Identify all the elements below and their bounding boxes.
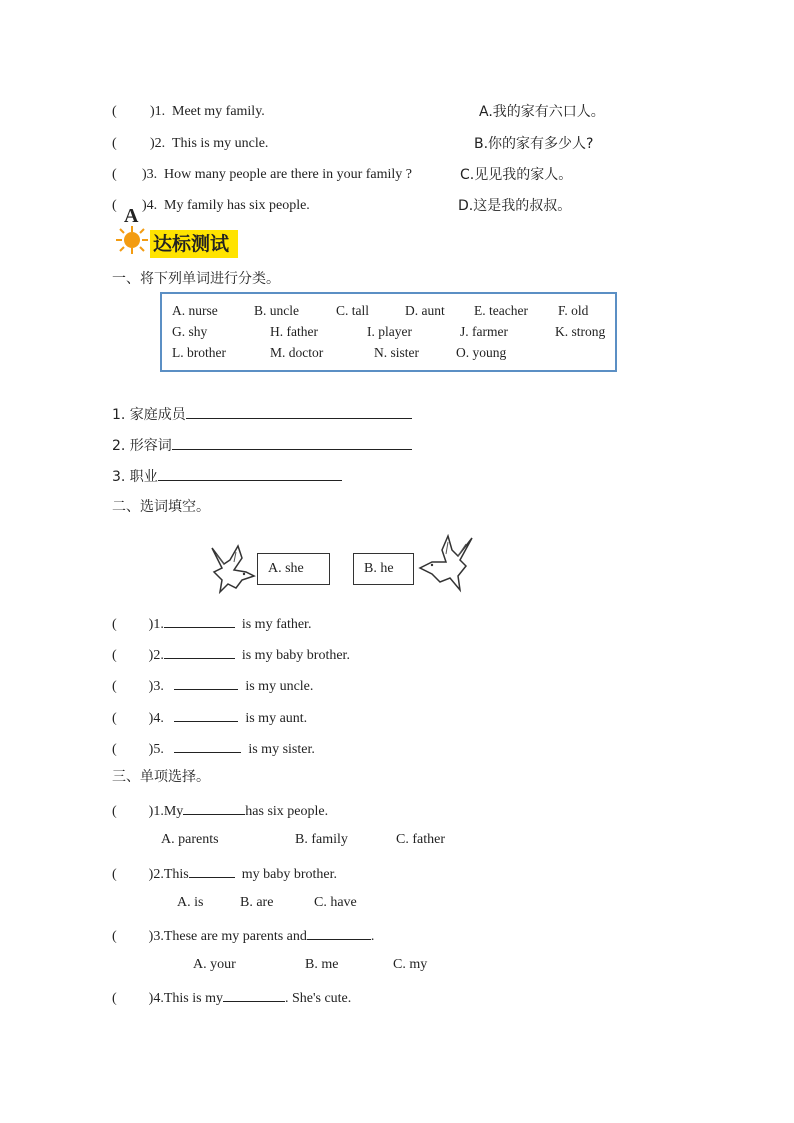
item-text: is my sister.	[248, 742, 315, 757]
word-option: C. tall	[336, 303, 369, 318]
fill-item	[112, 738, 315, 759]
answer-blank[interactable]	[307, 925, 371, 940]
question-number: )2.	[150, 136, 166, 151]
section3-heading: 三、单项选择。	[112, 769, 210, 785]
section2-heading: 二、选词填空。	[112, 499, 210, 515]
question-text-after: has six people.	[245, 804, 329, 819]
answer-blank[interactable]	[172, 435, 412, 450]
dove-right-icon	[416, 534, 476, 596]
item-text: is my uncle.	[245, 679, 314, 694]
fill-item	[112, 707, 307, 728]
answer-blank[interactable]	[174, 738, 241, 753]
item-number: )4.	[148, 711, 164, 726]
word-option: M. doctor	[270, 345, 324, 360]
answer-blank[interactable]	[186, 404, 412, 419]
question-text-before: This	[163, 867, 189, 882]
item-number: )1.	[148, 617, 164, 632]
choice-question	[112, 987, 351, 1008]
paren-open: (	[112, 991, 117, 1006]
banner-letter: A	[124, 205, 139, 227]
option-box-he: B. he	[353, 553, 414, 585]
question-number: )1.	[148, 804, 164, 819]
english-sentence: How many people are there in your family ?	[164, 167, 413, 182]
paren-open: (	[112, 648, 117, 663]
question-number: )2.	[148, 867, 164, 882]
word-option: E. teacher	[474, 303, 528, 318]
category-label: 2. 形容词	[112, 438, 172, 454]
word-option: N. sister	[374, 345, 419, 360]
choice-c[interactable]: C. my	[393, 957, 428, 972]
chinese-sentence: B.你的家有多少人?	[474, 136, 594, 152]
dove-left-icon	[208, 542, 258, 596]
item-text: is my aunt.	[245, 711, 308, 726]
item-number: )5.	[148, 742, 164, 757]
word-option: I. player	[367, 324, 412, 339]
category-line	[112, 404, 412, 424]
sun-icon	[112, 222, 152, 256]
choice-c[interactable]: C. father	[396, 832, 445, 847]
choice-a[interactable]: A. is	[177, 895, 204, 910]
answer-blank[interactable]	[223, 987, 285, 1002]
choice-a[interactable]: A. parents	[161, 832, 219, 847]
answer-blank[interactable]	[189, 863, 235, 878]
item-text: is my baby brother.	[241, 648, 350, 663]
fill-item	[112, 613, 311, 634]
section1-heading: 一、将下列单词进行分类。	[112, 271, 280, 287]
english-sentence: This is my uncle.	[172, 136, 269, 151]
chinese-sentence: C.见见我的家人。	[460, 167, 573, 183]
word-option: B. uncle	[254, 303, 299, 318]
word-option: D. aunt	[405, 303, 445, 318]
chinese-sentence: A.我的家有六口人。	[479, 104, 605, 120]
paren-open: (	[112, 617, 117, 632]
question-text-after: .	[370, 929, 375, 944]
choice-question	[112, 863, 337, 884]
answer-blank[interactable]	[164, 644, 235, 659]
chinese-sentence: D.这是我的叔叔。	[458, 198, 572, 214]
category-label: 3. 职业	[112, 469, 158, 485]
category-line	[112, 435, 412, 455]
question-number: )3.	[148, 929, 164, 944]
paren-open: (	[112, 167, 117, 182]
paren-open: (	[112, 711, 117, 726]
answer-blank[interactable]	[164, 613, 235, 628]
question-text-before: These are my parents and	[163, 929, 307, 944]
answer-blank[interactable]	[174, 707, 238, 722]
answer-blank[interactable]	[158, 466, 342, 481]
paren-open: (	[112, 679, 117, 694]
choice-b[interactable]: B. family	[295, 832, 348, 847]
choice-question	[112, 925, 374, 946]
category-label: 1. 家庭成员	[112, 407, 186, 423]
choice-b[interactable]: B. are	[240, 895, 274, 910]
banner-title: 达标测试	[150, 230, 238, 258]
question-number: )4.	[142, 198, 158, 213]
word-option: A. nurse	[172, 303, 218, 318]
word-option: G. shy	[172, 324, 208, 339]
paren-open: (	[112, 136, 117, 151]
choice-question	[112, 800, 328, 821]
paren-open: (	[112, 867, 117, 882]
word-option: O. young	[456, 345, 507, 360]
word-option: J. farmer	[460, 324, 508, 339]
answer-blank[interactable]	[183, 800, 245, 815]
question-text-after: . She's cute.	[284, 991, 352, 1006]
word-option: L. brother	[172, 345, 226, 360]
english-sentence: Meet my family.	[172, 104, 265, 119]
question-text-before: This is my	[163, 991, 223, 1006]
question-number: )1.	[150, 104, 166, 119]
word-option: F. old	[558, 303, 589, 318]
english-sentence: My family has six people.	[164, 198, 310, 213]
paren-open: (	[112, 742, 117, 757]
word-option: H. father	[270, 324, 318, 339]
item-number: )3.	[148, 679, 164, 694]
fill-item	[112, 675, 313, 696]
choice-b[interactable]: B. me	[305, 957, 339, 972]
paren-open: (	[112, 929, 117, 944]
paren-open: (	[112, 198, 117, 213]
question-text-before: My	[163, 804, 184, 819]
question-text-after: my baby brother.	[241, 867, 337, 882]
item-number: )2.	[148, 648, 164, 663]
category-line	[112, 466, 342, 486]
paren-open: (	[112, 104, 117, 119]
choice-c[interactable]: C. have	[314, 895, 357, 910]
word-option: K. strong	[555, 324, 606, 339]
item-text: is my father.	[241, 617, 312, 632]
fill-item	[112, 644, 350, 665]
answer-blank[interactable]	[174, 675, 238, 690]
question-number: )3.	[142, 167, 158, 182]
paren-open: (	[112, 804, 117, 819]
option-box-she: A. she	[257, 553, 330, 585]
question-number: )4.	[148, 991, 164, 1006]
word-box	[160, 292, 617, 372]
choice-a[interactable]: A. your	[193, 957, 236, 972]
